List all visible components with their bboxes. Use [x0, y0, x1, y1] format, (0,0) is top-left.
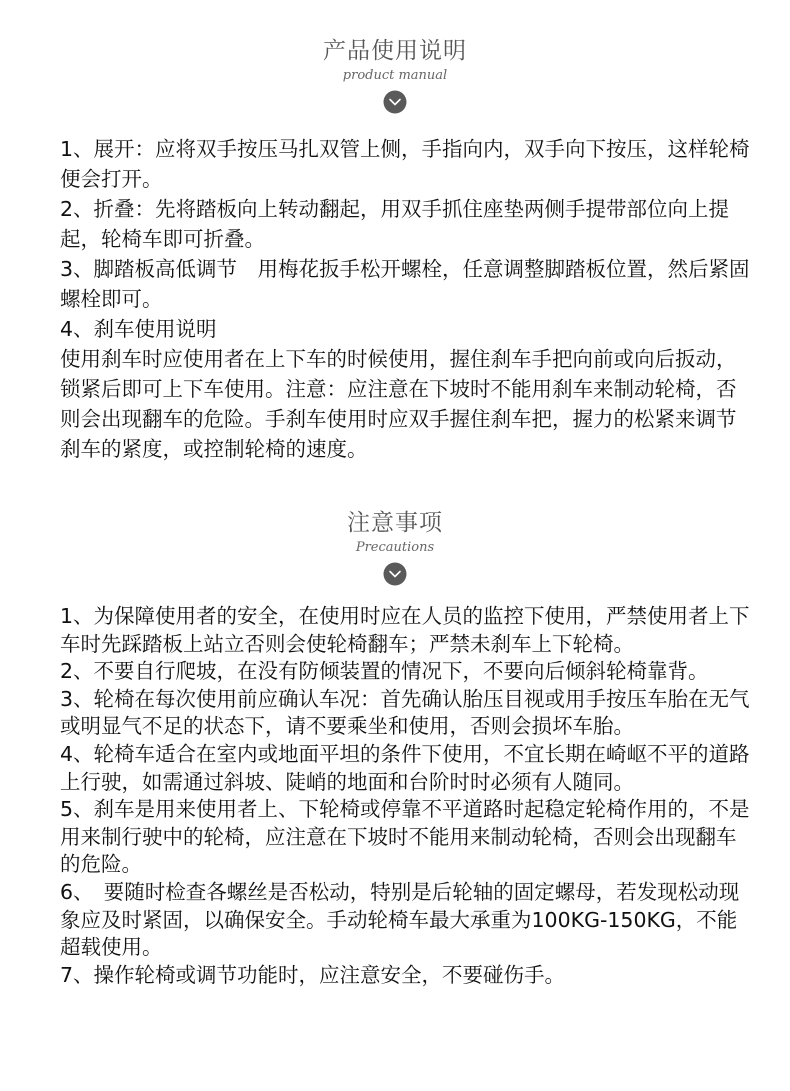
precaution-item-3: 3、轮椅在每次使用前应确认车况：首先确认胎压目视或用手按压车胎在无气或明显气不足的状态下，请不要乘坐和使用，否则会损坏车胎。 [60, 686, 750, 739]
chevron-down-circle-icon [383, 90, 407, 114]
precaution-item-6: 6、 要随时检查各螺丝是否松动，特别是后轮轴的固定螺母，若发现松动现象应及时紧固，以确保安全。手动轮椅车最大承重为100KG-150KG，不能超载使用。 [60, 879, 740, 960]
precaution-item-7: 7、操作轮椅或调节功能时，应注意安全，不要碰伤手。 [60, 962, 566, 987]
manual-paragraph-4: 4、刹车使用说明 [60, 317, 217, 341]
precaution-item-2: 2、不要自行爬坡，在没有防倾装置的情况下，不要向后倾斜轮椅靠背。 [60, 659, 709, 684]
precautions-title: 注意事项 [347, 510, 443, 536]
manual-subtitle: product manual [342, 68, 448, 83]
manual-title: 产品使用说明 [323, 38, 467, 64]
manual-paragraph-1: 1、展开：应将双手按压马扎双管上侧，手指向内，双手向下按压，这样轮椅便会打开。 [60, 137, 750, 191]
precaution-item-1: 1、为保障使用者的安全，在使用时应在人员的监控下使用，严禁使用者上下车时先踩踏板上站立否则会使轮椅翻车；严禁未刹车上下轮椅。 [60, 604, 750, 656]
precautions-body [60, 603, 750, 989]
chevron-down-circle-icon [383, 562, 407, 586]
precaution-item-5: 5、刹车是用来使用者上、下轮椅或停靠不平道路时起稳定轮椅作用的，不是用来制行驶中的轮椅，应注意在下坡时不能用来制动轮椅，否则会出现翻车的危险。 [60, 797, 750, 877]
precautions-header [0, 508, 790, 586]
precaution-item-4: 4、轮椅车适合在室内或地面平坦的条件下使用，不宜长期在崎岖不平的道路上行驶，如需通过斜坡、陡峭的地面和台阶时时必须有人随同。 [60, 741, 750, 794]
manual-body [60, 134, 750, 464]
manual-paragraph-3: 3、脚踏板高低调节 用梅花扳手松开螺栓，任意调整脚踏板位置，然后紧固螺栓即可。 [60, 257, 750, 311]
precautions-subtitle: Precautions [355, 540, 435, 555]
manual-paragraph-2: 2、折叠：先将踏板向上转动翻起，用双手抓住座垫两侧手提带部位向上提起，轮椅车即可折叠。 [60, 197, 730, 251]
manual-header [0, 36, 790, 114]
manual-paragraph-5: 使用刹车时应使用者在上下车的时候使用，握住刹车手把向前或向后扳动，锁紧后即可上下车使用。注意：应注意在下坡时不能用刹车来制动轮椅，否则会出现翻车的危险。手刹车使用时应双手握住刹车把，握力的松紧来调节刹车的紧度，或控制轮椅的速度。 [60, 347, 737, 461]
